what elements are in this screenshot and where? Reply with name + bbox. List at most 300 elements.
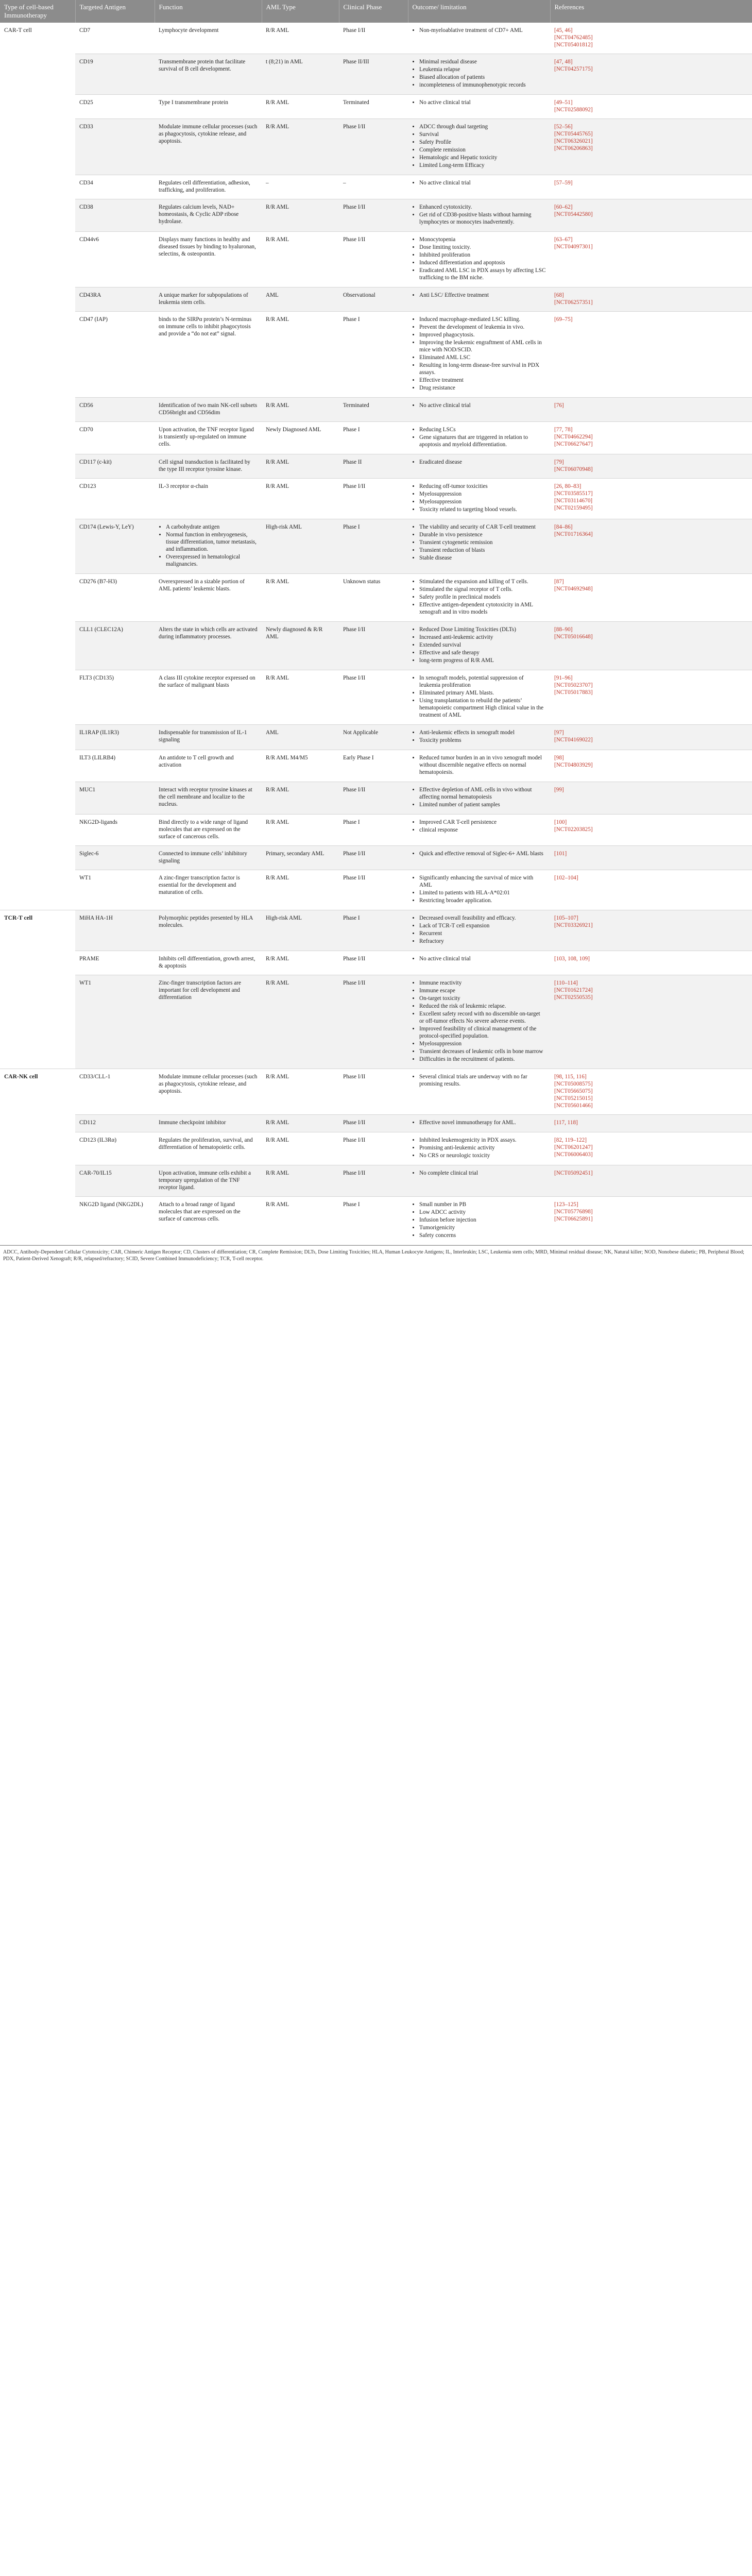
row-aml-type: Newly diagnosed & R/R AML bbox=[262, 622, 339, 670]
row-phase: Phase I bbox=[339, 422, 408, 454]
reference-link[interactable]: [NCT05016648] bbox=[554, 634, 593, 640]
table-row bbox=[0, 1069, 752, 1115]
row-outcome bbox=[408, 1115, 550, 1132]
table-row bbox=[0, 622, 752, 670]
row-antigen: CD47 (IAP) bbox=[75, 312, 155, 398]
row-outcome bbox=[408, 670, 550, 725]
table-row bbox=[0, 119, 752, 175]
outcome-item: • Reducing LSCs bbox=[419, 426, 546, 433]
outcome-item: • Complete remission bbox=[419, 146, 546, 154]
reference-link[interactable]: [NCT02588092] bbox=[554, 107, 593, 113]
reference-link[interactable]: [NCT05665075] bbox=[554, 1088, 593, 1094]
row-phase: Phase I bbox=[339, 1197, 408, 1245]
outcome-item: • Myelosuppression bbox=[419, 1040, 546, 1047]
row-function: IL-3 receptor α-chain bbox=[155, 479, 262, 519]
reference-link[interactable]: [NCT02159495] bbox=[554, 505, 593, 511]
reference-link[interactable]: [NCT04169022] bbox=[554, 737, 593, 743]
row-type bbox=[0, 1069, 75, 1115]
therapy-type-label: CAR-NK cell bbox=[4, 1074, 38, 1080]
outcome-item: • Stimulated the signal receptor of T cells. bbox=[419, 586, 546, 593]
row-references bbox=[550, 750, 752, 782]
outcome-item: • Induced differentiation and apoptosis bbox=[419, 259, 546, 266]
row-aml-type: R/R AML bbox=[262, 398, 339, 422]
table-row bbox=[0, 815, 752, 846]
reference-link[interactable]: [NCT04662294] bbox=[554, 434, 593, 440]
outcome-item: • Effective antigen-dependent cytotoxicity in AML xenograft and in vitro models bbox=[419, 601, 546, 616]
row-type bbox=[0, 622, 75, 670]
row-function: Regulates cell differentiation, adhesion, trafficking, and proliferation. bbox=[155, 175, 262, 199]
outcome-list bbox=[412, 204, 546, 226]
reference-link[interactable]: [NCT01621724] bbox=[554, 987, 593, 993]
row-phase: Phase I bbox=[339, 519, 408, 574]
row-phase: Phase I/II bbox=[339, 23, 408, 54]
outcome-item: • Drug resistance bbox=[419, 384, 546, 392]
reference-link[interactable]: [102–104] bbox=[554, 875, 578, 881]
reference-link[interactable]: [110–114] bbox=[554, 980, 578, 986]
header-antigen: Targeted Antigen bbox=[75, 0, 155, 23]
outcome-item: • No active clinical trial bbox=[419, 402, 546, 409]
row-antigen: NKG2D-ligands bbox=[75, 815, 155, 846]
row-type bbox=[0, 975, 75, 1069]
outcome-item: • Significantly enhancing the survival of mice with AML bbox=[419, 874, 546, 889]
row-type bbox=[0, 951, 75, 975]
outcome-list bbox=[412, 578, 546, 616]
row-aml-type: R/R AML bbox=[262, 975, 339, 1069]
outcome-item: • Prevent the development of leukemia in vivo. bbox=[419, 324, 546, 331]
row-type bbox=[0, 54, 75, 95]
row-phase: Phase I/II bbox=[339, 1069, 408, 1115]
outcome-list bbox=[412, 1137, 546, 1159]
row-aml-type: R/R AML bbox=[262, 199, 339, 232]
reference-link[interactable]: [87] bbox=[554, 579, 564, 585]
outcome-item: • Monocytopenia bbox=[419, 236, 546, 243]
outcome-item: • Minimal residual disease bbox=[419, 58, 546, 65]
outcome-list bbox=[412, 1170, 546, 1177]
row-type bbox=[0, 23, 75, 54]
outcome-item: • Resulting in long-term disease-free survival in PDX assays. bbox=[419, 362, 546, 376]
reference-link[interactable]: [69–75] bbox=[554, 316, 573, 323]
table-row bbox=[0, 54, 752, 95]
outcome-item: • Myelosuppression bbox=[419, 498, 546, 505]
row-references bbox=[550, 725, 752, 750]
row-type bbox=[0, 846, 75, 870]
reference-link[interactable]: [57–59] bbox=[554, 180, 573, 186]
outcome-item: • Eradicated disease bbox=[419, 459, 546, 466]
row-references bbox=[550, 1069, 752, 1115]
row-outcome bbox=[408, 199, 550, 232]
outcome-item: • No complete clinical trial bbox=[419, 1170, 546, 1177]
outcome-item: • Immune reactivity bbox=[419, 979, 546, 987]
row-antigen: CD34 bbox=[75, 175, 155, 199]
row-outcome bbox=[408, 312, 550, 398]
row-outcome bbox=[408, 815, 550, 846]
table-row bbox=[0, 175, 752, 199]
row-references bbox=[550, 622, 752, 670]
outcome-item: • Improved phagocytosis. bbox=[419, 331, 546, 338]
outcome-item: • Eliminated primary AML blasts. bbox=[419, 689, 546, 697]
outcome-item: • Transient cytogenetic remission bbox=[419, 539, 546, 546]
outcome-list bbox=[412, 1201, 546, 1239]
outcome-item: • Using transplantation to rebuild the patients’ hematopoietic compartment High clinical value in the treatment of AML bbox=[419, 697, 546, 719]
row-references bbox=[550, 422, 752, 454]
row-phase: Early Phase I bbox=[339, 750, 408, 782]
row-type bbox=[0, 422, 75, 454]
row-type bbox=[0, 910, 75, 951]
row-phase: Not Applicable bbox=[339, 725, 408, 750]
row-outcome bbox=[408, 846, 550, 870]
outcome-list bbox=[412, 483, 546, 513]
row-function: Type I transmembrane protein bbox=[155, 95, 262, 119]
row-aml-type: R/R AML bbox=[262, 1115, 339, 1132]
reference-link[interactable]: [NCT01716364] bbox=[554, 531, 593, 537]
row-antigen: CD38 bbox=[75, 199, 155, 232]
row-phase: Phase I bbox=[339, 815, 408, 846]
row-aml-type: R/R AML bbox=[262, 312, 339, 398]
row-type bbox=[0, 95, 75, 119]
reference-link[interactable]: [NCT05601466] bbox=[554, 1103, 593, 1109]
row-phase: Phase I/II bbox=[339, 119, 408, 175]
header-outcome: Outcome/ limitation bbox=[408, 0, 550, 23]
outcome-item: • Gene signatures that are triggered in relation to apoptosis and myeloid differentiation. bbox=[419, 434, 546, 448]
reference-link[interactable]: [NCT06206863] bbox=[554, 145, 593, 151]
row-antigen: CD43RA bbox=[75, 287, 155, 312]
outcome-item: • Durable in vivo persistence bbox=[419, 531, 546, 538]
outcome-item: • The viability and security of CAR T-cell treatment bbox=[419, 523, 546, 531]
outcome-item: • Toxicity problems bbox=[419, 737, 546, 744]
table-body bbox=[0, 23, 752, 1245]
row-function: Transmembrane protein that facilitate survival of B cell development. bbox=[155, 54, 262, 95]
row-antigen: CD117 (c-kit) bbox=[75, 454, 155, 479]
reference-link[interactable]: [NCT04803929] bbox=[554, 762, 593, 768]
outcome-item: • Infusion before injection bbox=[419, 1216, 546, 1224]
row-type bbox=[0, 1115, 75, 1132]
outcome-item: • Improving the leukemic engraftment of AML cells in mice with NOD/SCID. bbox=[419, 339, 546, 353]
header-function: Function bbox=[155, 0, 262, 23]
row-phase: Phase I bbox=[339, 312, 408, 398]
outcome-item: • Restricting broader application. bbox=[419, 897, 546, 904]
row-outcome bbox=[408, 119, 550, 175]
row-references bbox=[550, 479, 752, 519]
row-aml-type: R/R AML bbox=[262, 95, 339, 119]
row-aml-type: R/R AML M4/M5 bbox=[262, 750, 339, 782]
row-aml-type: R/R AML bbox=[262, 232, 339, 287]
reference-link[interactable]: [99] bbox=[554, 787, 564, 793]
row-phase: Phase I/II bbox=[339, 782, 408, 815]
row-type bbox=[0, 1197, 75, 1245]
row-antigen: IL1RAP (IL1R3) bbox=[75, 725, 155, 750]
reference-link[interactable]: [NCT06006403] bbox=[554, 1151, 593, 1158]
reference-link[interactable]: [103, 108, 109] bbox=[554, 956, 590, 962]
therapy-type-label: TCR-T cell bbox=[4, 915, 33, 921]
outcome-list bbox=[412, 459, 546, 466]
outcome-item: • No CRS or neurologic toxicity bbox=[419, 1152, 546, 1159]
row-type bbox=[0, 199, 75, 232]
reference-link[interactable]: [63–67] bbox=[554, 236, 573, 243]
outcome-item: • Safety profile in preclinical models bbox=[419, 594, 546, 601]
outcome-item: • Several clinical trials are underway with no far promising results. bbox=[419, 1073, 546, 1088]
row-function: Polymorphic peptides presented by HLA molecules. bbox=[155, 910, 262, 951]
row-outcome bbox=[408, 422, 550, 454]
outcome-item: • Stimulated the expansion and killing of T cells. bbox=[419, 578, 546, 585]
row-references bbox=[550, 1115, 752, 1132]
outcome-item: • Biased allocation of patients bbox=[419, 74, 546, 81]
reference-link[interactable]: [101] bbox=[554, 851, 567, 857]
row-aml-type: R/R AML bbox=[262, 1165, 339, 1197]
row-function: Inhibits cell differentiation, growth arrest, & apoptosis bbox=[155, 951, 262, 975]
reference-link[interactable]: [NCT05442580] bbox=[554, 211, 593, 217]
outcome-list bbox=[412, 123, 546, 169]
outcome-item: • Safety concerns bbox=[419, 1232, 546, 1239]
row-references bbox=[550, 975, 752, 1069]
outcome-item: • Leukemia relapse bbox=[419, 66, 546, 73]
row-phase: Phase I/II bbox=[339, 1115, 408, 1132]
row-type bbox=[0, 312, 75, 398]
table-row bbox=[0, 574, 752, 622]
reference-link[interactable]: [NCT04097301] bbox=[554, 244, 593, 250]
function-item: • Overexpressed in hematological malignancies. bbox=[166, 553, 258, 568]
reference-link[interactable]: [NCT06627647] bbox=[554, 441, 593, 447]
outcome-item: • On-target toxicity bbox=[419, 995, 546, 1002]
row-antigen: CAR-70/IL15 bbox=[75, 1165, 155, 1197]
row-function: Indispensable for transmission of IL-1 signaling bbox=[155, 725, 262, 750]
reference-link[interactable]: [123–125] bbox=[554, 1201, 578, 1208]
outcome-item: • Lack of TCR-T cell expansion bbox=[419, 922, 546, 929]
reference-link[interactable]: [88–90] bbox=[554, 626, 573, 633]
outcome-item: • Small number in PB bbox=[419, 1201, 546, 1208]
row-function: Regulates calcium levels, NAD+ homeostasis, & Cyclic ADP ribose hydrolase. bbox=[155, 199, 262, 232]
outcome-list bbox=[412, 27, 546, 34]
row-antigen: CD174 (Lewis-Y, LeY) bbox=[75, 519, 155, 574]
reference-link[interactable]: [26, 80–83] bbox=[554, 483, 582, 489]
row-antigen: CLL1 (CLEC12A) bbox=[75, 622, 155, 670]
outcome-item: • Hematologic and Hepatic toxicity bbox=[419, 154, 546, 161]
reference-link[interactable]: [76] bbox=[554, 402, 564, 409]
outcome-item: • Extended survival bbox=[419, 641, 546, 649]
reference-link[interactable]: [97] bbox=[554, 730, 564, 736]
row-function: Connected to immune cells’ inhibitory signaling bbox=[155, 846, 262, 870]
outcome-list bbox=[412, 316, 546, 392]
outcome-item: • Quick and effective removal of Siglec-6+ AML blasts bbox=[419, 850, 546, 857]
outcome-item: • Effective depletion of AML cells in vivo without affecting normal hematopoiesis bbox=[419, 786, 546, 801]
outcome-item: • Reduced tumor burden in an in vivo xenograft model without discernible negative effects on normal hematopoiesis. bbox=[419, 754, 546, 776]
outcome-item: • Low ADCC activity bbox=[419, 1209, 546, 1216]
reference-link[interactable]: [60–62] bbox=[554, 204, 573, 210]
row-aml-type: High-risk AML bbox=[262, 519, 339, 574]
row-type bbox=[0, 815, 75, 846]
reference-link[interactable]: [NCT05215015] bbox=[554, 1095, 593, 1101]
reference-link[interactable]: [NCT06326021] bbox=[554, 138, 593, 144]
row-phase: Phase I/II bbox=[339, 479, 408, 519]
outcome-item: • Eradicated AML LSC in PDX assays by affecting LSC trafficking to the BM niche. bbox=[419, 267, 546, 281]
outcome-item: • Non-myeloablative treatment of CD7+ AML bbox=[419, 27, 546, 34]
reference-link[interactable]: [105–107] bbox=[554, 915, 578, 921]
outcome-list bbox=[412, 674, 546, 719]
reference-link[interactable]: [117, 118] bbox=[554, 1120, 578, 1126]
row-antigen: CD276 (B7-H3) bbox=[75, 574, 155, 622]
outcome-item: • Immune escape bbox=[419, 987, 546, 994]
reference-link[interactable]: [98, 115, 116] bbox=[554, 1074, 587, 1080]
reference-link[interactable]: [52–56] bbox=[554, 124, 573, 130]
row-function: Zinc-finger transcription factors are important for cell development and differentiation bbox=[155, 975, 262, 1069]
outcome-item: • No active clinical trial bbox=[419, 179, 546, 187]
row-type bbox=[0, 782, 75, 815]
row-phase: Phase I/II bbox=[339, 870, 408, 910]
row-function: Attach to a broad range of ligand molecules that are expressed on the surface of cancerous cells. bbox=[155, 1197, 262, 1245]
reference-link[interactable]: [NCT03326921] bbox=[554, 922, 593, 928]
row-references bbox=[550, 454, 752, 479]
reference-link[interactable]: [NCT05776898] bbox=[554, 1209, 593, 1215]
outcome-list bbox=[412, 236, 546, 281]
row-references bbox=[550, 398, 752, 422]
reference-link[interactable]: [NCT02550535] bbox=[554, 994, 593, 1001]
row-outcome bbox=[408, 519, 550, 574]
row-phase: – bbox=[339, 175, 408, 199]
table-row bbox=[0, 951, 752, 975]
outcome-item: • Increased anti-leukemic activity bbox=[419, 634, 546, 641]
reference-link[interactable]: [49–51] bbox=[554, 99, 573, 106]
outcome-list bbox=[412, 979, 546, 1063]
outcome-item: • Limited Long-term Efficacy bbox=[419, 162, 546, 169]
reference-link[interactable]: [NCT05017883] bbox=[554, 689, 593, 696]
row-phase: Observational bbox=[339, 287, 408, 312]
function-item: • Normal function in embryogenesis, tissue differentiation, tumor metastasis, and inflammation. bbox=[166, 531, 258, 553]
reference-link[interactable]: [NCT06070948] bbox=[554, 466, 593, 472]
row-aml-type: AML bbox=[262, 287, 339, 312]
row-outcome bbox=[408, 1069, 550, 1115]
row-antigen: MiHA HA-1H bbox=[75, 910, 155, 951]
header-aml-type: AML Type bbox=[262, 0, 339, 23]
outcome-item: • Eliminated AML LSC bbox=[419, 354, 546, 361]
reference-link[interactable]: [NCT05401812] bbox=[554, 42, 593, 48]
table-row bbox=[0, 422, 752, 454]
outcome-item: • Improved feasibility of clinical management of the protocol-specified population. bbox=[419, 1025, 546, 1040]
row-phase: Phase I/II bbox=[339, 199, 408, 232]
outcome-item: • Enhanced cytotoxicity. bbox=[419, 204, 546, 211]
outcome-item: • incompleteness of immunophenotypic records bbox=[419, 81, 546, 89]
row-antigen: CD123 (IL3Rα) bbox=[75, 1132, 155, 1165]
row-type bbox=[0, 670, 75, 725]
row-outcome bbox=[408, 287, 550, 312]
row-references bbox=[550, 1132, 752, 1165]
outcome-item: • Reducing off-tumor toxicities bbox=[419, 483, 546, 490]
row-references bbox=[550, 870, 752, 910]
row-phase: Phase II/III bbox=[339, 54, 408, 95]
row-phase: Phase I/II bbox=[339, 1165, 408, 1197]
outcome-list bbox=[412, 626, 546, 664]
outcome-list bbox=[412, 914, 546, 945]
reference-link[interactable]: [NCT05008575] bbox=[554, 1081, 593, 1087]
outcome-item: • Anti LSC/ Effective treatment bbox=[419, 292, 546, 299]
outcome-item: • No active clinical trial bbox=[419, 99, 546, 106]
outcome-item: • Difficulties in the recruitment of patients. bbox=[419, 1056, 546, 1063]
row-phase: Terminated bbox=[339, 95, 408, 119]
row-type bbox=[0, 119, 75, 175]
row-references bbox=[550, 846, 752, 870]
row-references bbox=[550, 23, 752, 54]
reference-link[interactable]: [77, 78] bbox=[554, 427, 573, 433]
outcome-item: • Effective novel immunotherapy for AML. bbox=[419, 1119, 546, 1126]
reference-link[interactable]: [82, 119–122] bbox=[554, 1137, 587, 1143]
reference-link[interactable]: [91–96] bbox=[554, 675, 573, 681]
row-references bbox=[550, 287, 752, 312]
row-aml-type: R/R AML bbox=[262, 815, 339, 846]
row-function: A zinc-finger transcription factor is essential for the development and maturation of cells. bbox=[155, 870, 262, 910]
row-function: binds to the SIRPα protein’s N-terminus on immune cells to inhibit phagocytosis and provide a “do not eat” signal. bbox=[155, 312, 262, 398]
table-row bbox=[0, 1165, 752, 1197]
outcome-list bbox=[412, 402, 546, 409]
row-type bbox=[0, 574, 75, 622]
row-aml-type: R/R AML bbox=[262, 454, 339, 479]
row-references bbox=[550, 119, 752, 175]
row-outcome bbox=[408, 175, 550, 199]
reference-link[interactable]: [NCT04762485] bbox=[554, 35, 593, 41]
function-item: • A carbohydrate antigen bbox=[166, 523, 258, 531]
row-function: Modulate immune cellular processes (such as phagocytosis, cytokine release, and apoptosis. bbox=[155, 119, 262, 175]
reference-link[interactable]: [79] bbox=[554, 459, 564, 465]
outcome-item: • Tumorigenicity bbox=[419, 1224, 546, 1231]
outcome-item: • Decreased overall feasibility and efficacy. bbox=[419, 914, 546, 922]
reference-link[interactable]: [NCT04692948] bbox=[554, 586, 593, 592]
reference-link[interactable]: [98] bbox=[554, 755, 564, 761]
table-row bbox=[0, 199, 752, 232]
outcome-item: • long-term progress of R/R AML bbox=[419, 657, 546, 664]
reference-link[interactable]: [47, 48] bbox=[554, 59, 573, 65]
reference-link[interactable]: [NCT05023707] bbox=[554, 682, 593, 688]
row-function: Displays many functions in healthy and diseased tissues by binding to hyaluronan, selectins, & osteopontin. bbox=[155, 232, 262, 287]
row-function: Regulates the proliferation, survival, and differentiation of hematopoietic cells. bbox=[155, 1132, 262, 1165]
row-outcome bbox=[408, 750, 550, 782]
table-row bbox=[0, 398, 752, 422]
row-function: Interact with receptor tyrosine kinases at the cell membrane and localize to the nucleus. bbox=[155, 782, 262, 815]
reference-link[interactable]: [NCT06257351] bbox=[554, 299, 593, 306]
reference-link[interactable]: [45, 46] bbox=[554, 27, 573, 33]
reference-link[interactable]: [100] bbox=[554, 819, 567, 825]
outcome-list bbox=[412, 179, 546, 187]
row-references bbox=[550, 951, 752, 975]
reference-link[interactable]: [NCT03585517] bbox=[554, 490, 593, 497]
reference-link[interactable]: [68] bbox=[554, 292, 564, 298]
reference-link[interactable]: [NCT06625891] bbox=[554, 1216, 593, 1222]
row-references bbox=[550, 1197, 752, 1245]
reference-link[interactable]: [NCT06201247] bbox=[554, 1144, 593, 1150]
row-aml-type: AML bbox=[262, 725, 339, 750]
reference-link[interactable]: [84–86] bbox=[554, 524, 573, 530]
row-function: Lymphocyte development bbox=[155, 23, 262, 54]
reference-link[interactable]: [NCT05445765] bbox=[554, 131, 593, 137]
outcome-item: • Safety Profile bbox=[419, 139, 546, 146]
row-function: Upon activation, immune cells exhibit a temporary upregulation of the TNF receptor ligand. bbox=[155, 1165, 262, 1197]
reference-link[interactable]: [NCT03114670] bbox=[554, 498, 593, 504]
row-antigen: MUC1 bbox=[75, 782, 155, 815]
outcome-list bbox=[412, 1073, 546, 1088]
row-phase: Phase I/II bbox=[339, 975, 408, 1069]
row-type bbox=[0, 398, 75, 422]
outcome-list bbox=[412, 850, 546, 857]
outcome-item: • In xenograft models, potential suppression of leukemia proliferation bbox=[419, 674, 546, 689]
outcome-item: • Inhibited leukemogenicity in PDX assays. bbox=[419, 1137, 546, 1144]
row-antigen: WT1 bbox=[75, 870, 155, 910]
row-outcome bbox=[408, 23, 550, 54]
reference-link[interactable]: [NCT02203825] bbox=[554, 826, 593, 833]
row-type bbox=[0, 479, 75, 519]
row-antigen: CD7 bbox=[75, 23, 155, 54]
outcome-item: • Survival bbox=[419, 131, 546, 138]
row-phase: Phase I/II bbox=[339, 232, 408, 287]
row-antigen: CD19 bbox=[75, 54, 155, 95]
outcome-item: • Toxicity related to targeting blood vessels. bbox=[419, 506, 546, 513]
reference-link[interactable]: [NCT05092451] bbox=[554, 1170, 593, 1176]
reference-link[interactable]: [NCT04257175] bbox=[554, 66, 593, 72]
